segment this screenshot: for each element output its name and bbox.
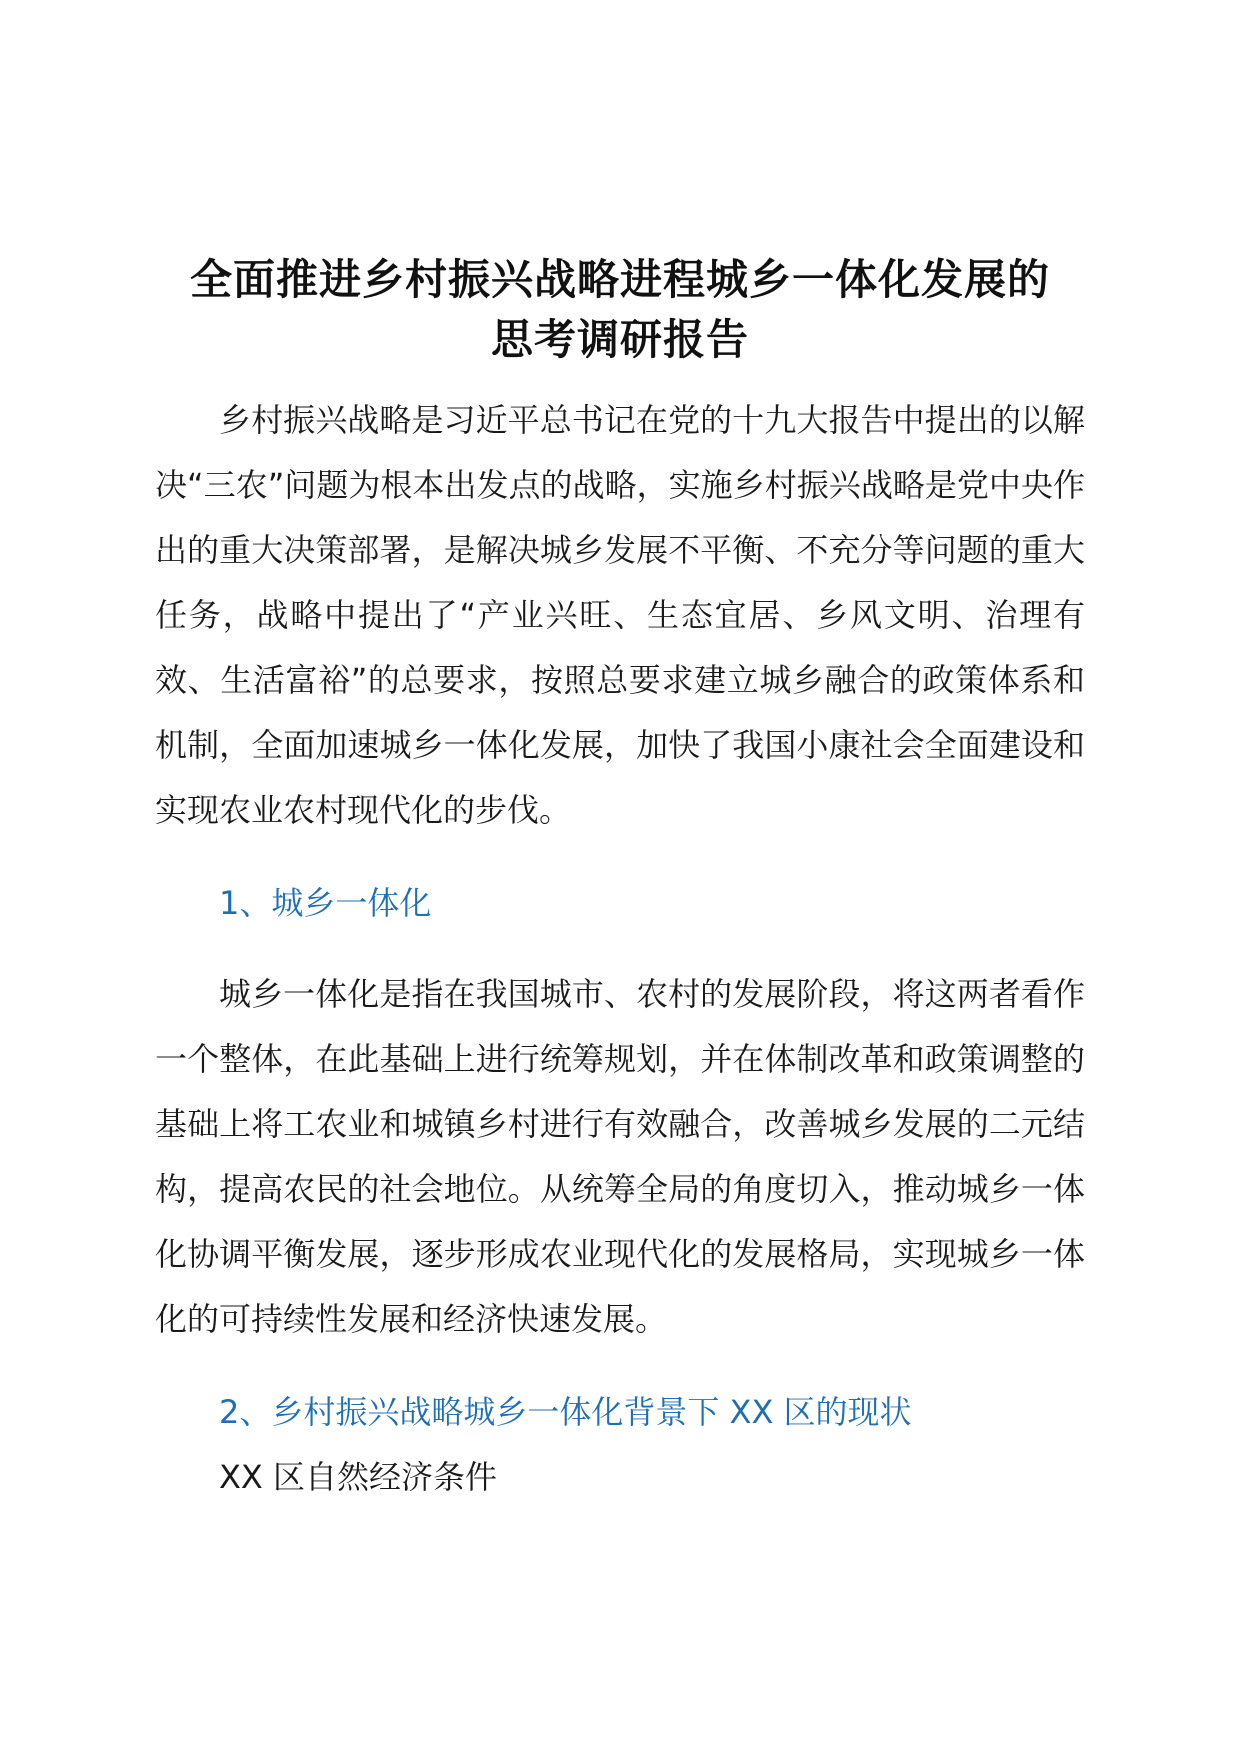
document-title (155, 250, 1085, 370)
section-2-heading: 2、乡村振兴战略城乡一体化背景下 XX 区的现状 (219, 1393, 912, 1431)
title-line-1: 全面推进乡村振兴战略进程城乡一体化发展的 (189, 255, 1050, 304)
section-1-paragraph: 城乡一体化是指在我国城市、农村的发展阶段，将这两者看作一个整体，在此基础上进行统筹规划，并在体制改革和政策调整的基础上将工农业和城镇乡村进行有效融合，改善城乡发展的二元结构，提高农民的社会地位。从统筹全局的角度切入，推动城乡一体化协调平衡发展，逐步形成农业现代化的发展格局，实现城乡一体化的可持续性发展和经济快速发展。 (155, 975, 1085, 1338)
intro-paragraph: 乡村振兴战略是习近平总书记在党的十九大报告中提出的以解决“三农”问题为根本出发点的战略，实施乡村振兴战略是党中央作出的重大决策部署，是解决城乡发展不平衡、不充分等问题的重大任务，战略中提出了“产业兴旺、生态宜居、乡风文明、治理有效、生活富裕”的总要求，按照总要求建立城乡融合的政策体系和机制，全面加速城乡一体化发展，加快了我国小康社会全面建设和实现农业农村现代化的步伐。 (155, 401, 1085, 829)
title-line-2: 思考调研报告 (490, 315, 749, 364)
section-1-heading: 1、城乡一体化 (219, 884, 432, 922)
document-content (155, 250, 1085, 1510)
section-2-subheading: XX 区自然经济条件 (219, 1458, 498, 1496)
